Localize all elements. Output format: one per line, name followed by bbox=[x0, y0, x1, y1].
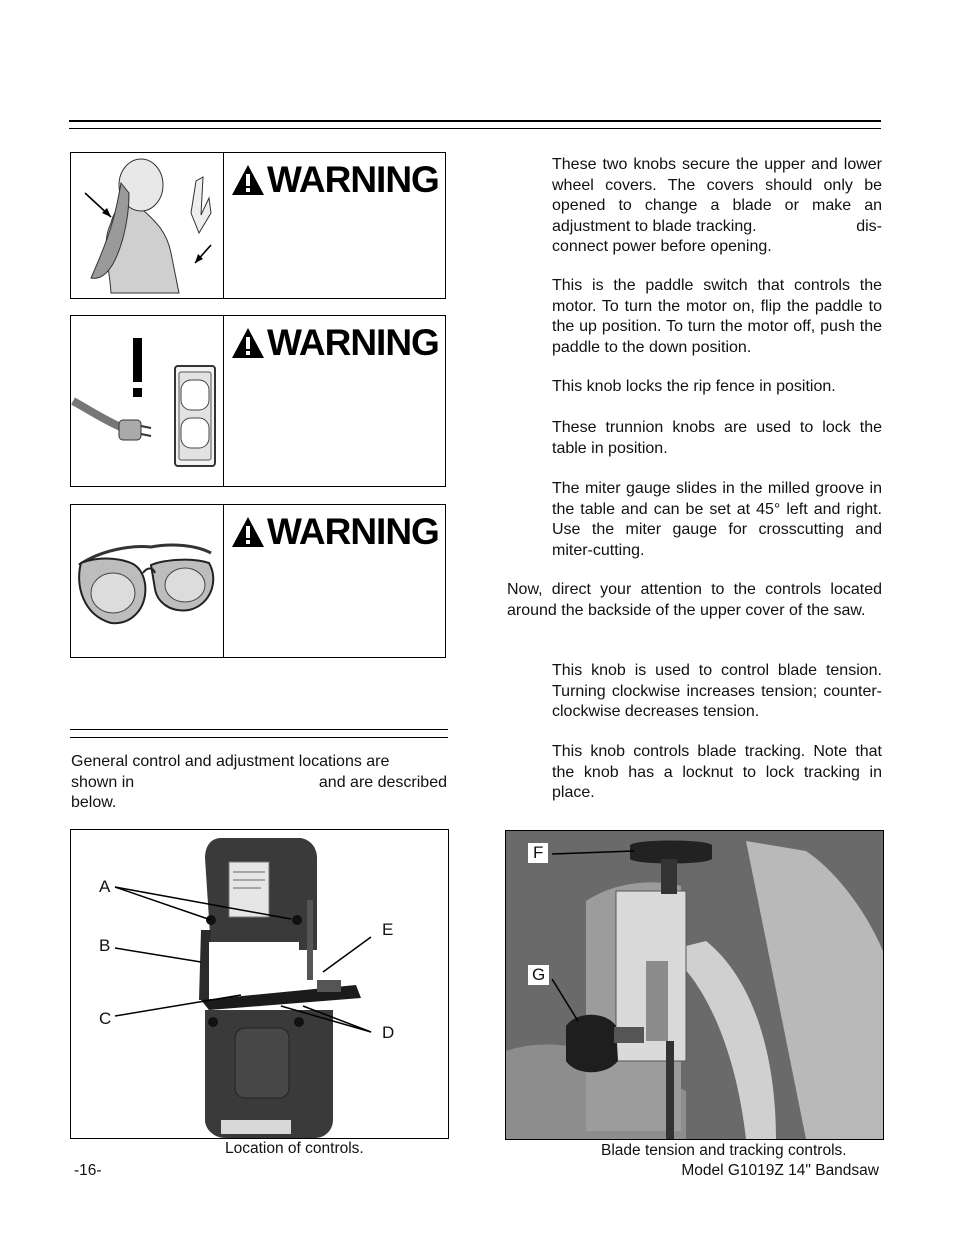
figure-2-caption: Blade tension and tracking controls. bbox=[601, 1142, 847, 1159]
para-blade-tracking: This knob controls blade tracking. Note that the knob has a locknut to lock tracking in place. bbox=[552, 743, 882, 801]
tension-tracking-photo bbox=[506, 831, 883, 1139]
header-rule-thin bbox=[69, 128, 881, 129]
section-rule bbox=[70, 729, 448, 730]
power-plug-outlet-icon bbox=[71, 316, 224, 486]
para-miter-gauge: The miter gauge slides in the milled groove in the table and can be set at 45° left and right. Use the miter gauge for crosscutting and miter-cutting. bbox=[552, 480, 882, 559]
model-name: Model G1019Z 14" Bandsaw bbox=[681, 1162, 879, 1179]
intro-paragraph bbox=[71, 752, 447, 814]
para-backside-controls: Now, direct your attention to the controls located around the backside of the upper cover of the saw. bbox=[507, 581, 882, 619]
warning-heading bbox=[231, 159, 439, 201]
para-1-text: These two knobs secure the upper and lower wheel covers. The covers should only be opened to change a blade or make an adjustment to blade tracking. bbox=[552, 156, 882, 235]
para-trunnion-knobs: These trunnion knobs are used to lock the table in position. bbox=[552, 419, 882, 457]
warning-heading bbox=[231, 322, 439, 364]
warning-box-power bbox=[70, 315, 446, 487]
label-e: E bbox=[382, 920, 394, 939]
bandsaw-illustration bbox=[71, 830, 448, 1138]
label-d: D bbox=[382, 1023, 395, 1042]
warning-text: WARNING bbox=[267, 322, 439, 363]
warning-text: WARNING bbox=[267, 511, 439, 552]
label-f: F bbox=[528, 843, 548, 863]
warning-box-eyes bbox=[70, 504, 446, 658]
label-g: G bbox=[528, 965, 549, 985]
warning-box-hair bbox=[70, 152, 446, 299]
warning-text: WARNING bbox=[267, 159, 439, 200]
label-b: B bbox=[99, 936, 111, 955]
page-number: -16- bbox=[74, 1162, 102, 1179]
figure-1-caption: Location of controls. bbox=[225, 1140, 364, 1157]
intro-line-3: below. bbox=[71, 794, 117, 811]
safety-glasses-icon bbox=[71, 505, 224, 657]
warning-triangle-icon bbox=[231, 164, 265, 196]
intro-text-shown-in: shown in bbox=[71, 773, 135, 791]
para-wheel-cover-knobs bbox=[552, 155, 882, 258]
para-rip-fence-knob: This knob locks the rip fence in position. bbox=[552, 378, 836, 395]
header-rule bbox=[69, 120, 881, 122]
figure-bandsaw-controls bbox=[70, 829, 449, 1139]
label-c: C bbox=[99, 1009, 112, 1028]
intro-line-2 bbox=[71, 773, 447, 794]
intro-text-described: and are described bbox=[318, 773, 447, 791]
long-hair-person-icon bbox=[71, 153, 224, 298]
intro-line-1: General control and adjustment locations are bbox=[71, 753, 390, 770]
section-rule-thin bbox=[70, 737, 448, 738]
warning-triangle-icon bbox=[231, 327, 265, 359]
warning-heading bbox=[231, 511, 439, 553]
para-blade-tension: This knob is used to control blade tension. Turning clockwise increases tension; counter-clockwise decreases tension. bbox=[552, 662, 882, 720]
para-1-end: connect power before opening. bbox=[552, 238, 772, 255]
warning-triangle-icon bbox=[231, 516, 265, 548]
para-1-tail: dis- bbox=[856, 217, 882, 235]
para-paddle-switch: This is the paddle switch that controls the motor. To turn the motor on, flip the paddle to the up position. To turn the motor off, push the paddle to the down position. bbox=[552, 277, 882, 356]
figure-tension-tracking bbox=[505, 830, 884, 1140]
label-a: A bbox=[99, 877, 111, 896]
